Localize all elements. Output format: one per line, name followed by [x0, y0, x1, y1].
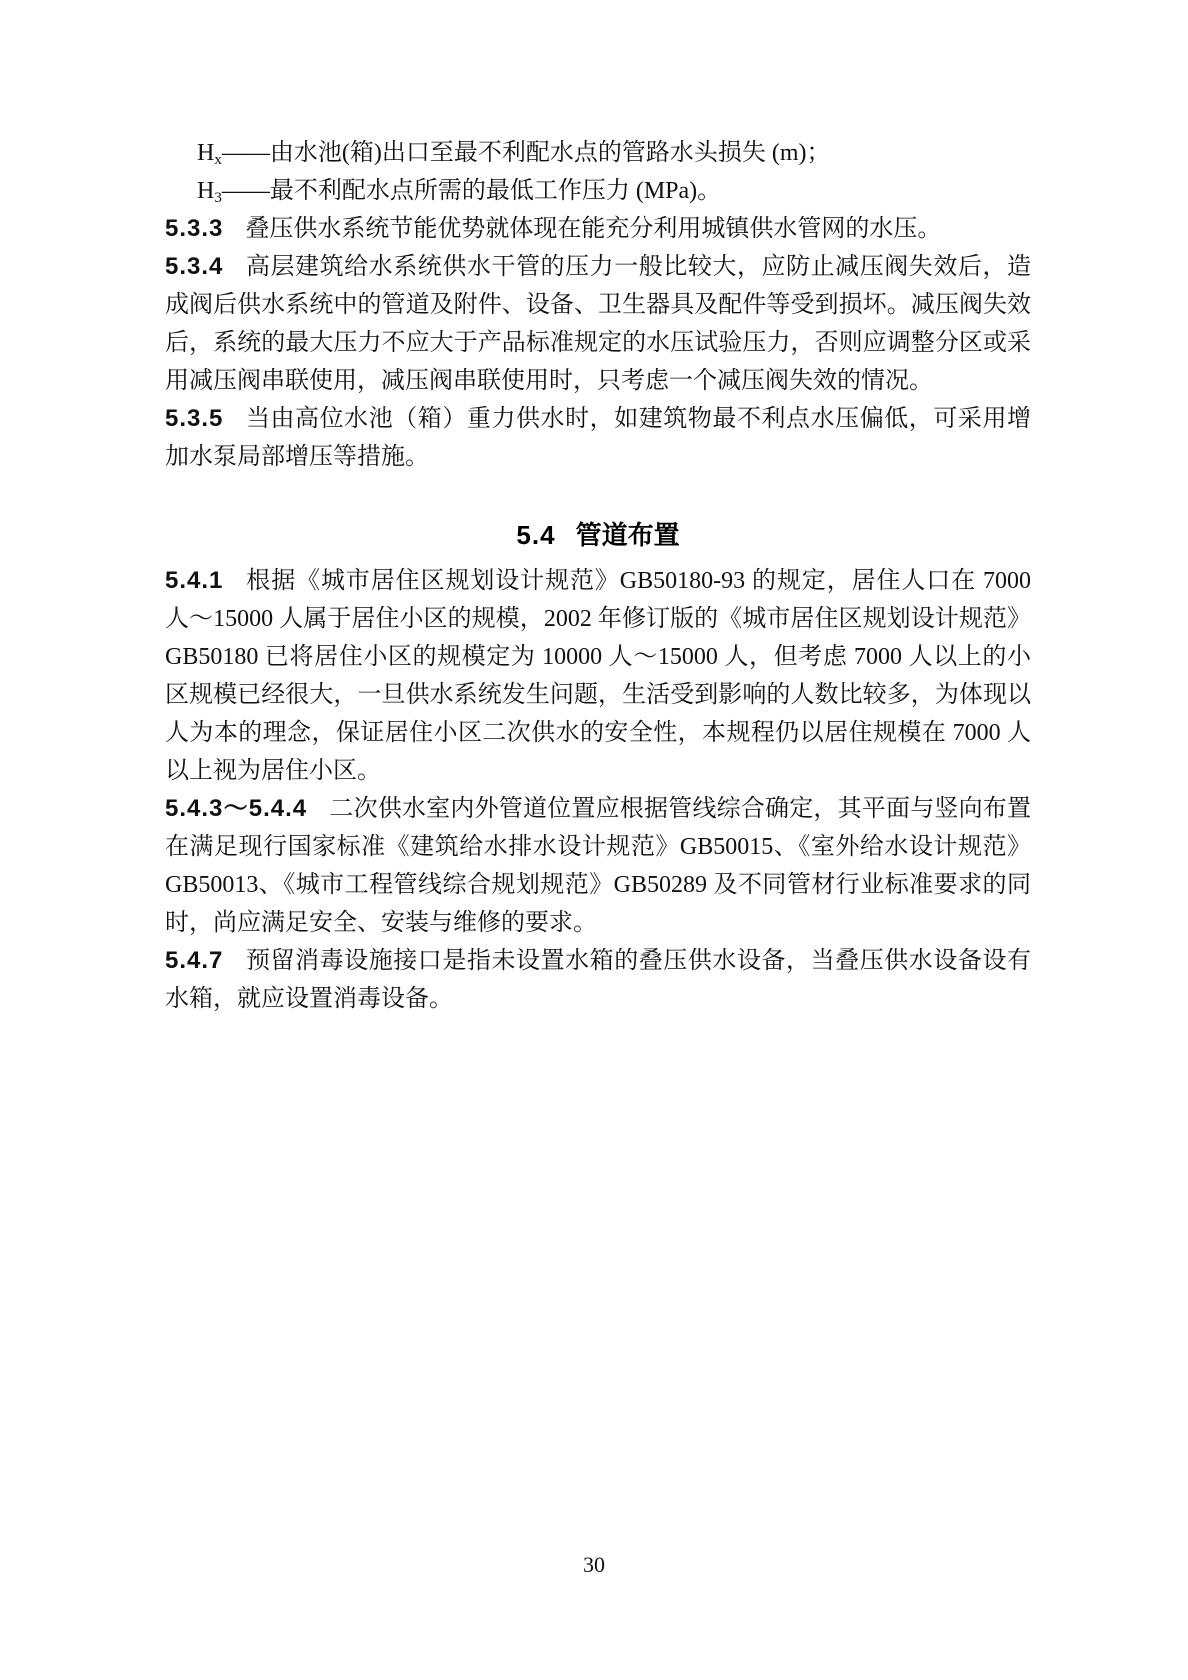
definition-line-hx: [165, 134, 1031, 172]
clause-5-3-3: [165, 210, 1031, 248]
page-number: 30: [583, 1552, 605, 1577]
section-heading-number: 5.4: [516, 520, 556, 550]
clause-5-4-3-to-5-4-4: [165, 790, 1031, 942]
clause-number: 5.3.4: [165, 253, 224, 280]
clause-text: 二次供水室内外管道位置应根据管线综合确定，其平面与竖向布置在满足现行国家标准《建筑给水排水设计规范》GB50015、《室外给水设计规范》GB50013、《城市工程管线综合规划规范》GB50289 及不同管材行业标准要求的同时，尚应满足安全、安装与维修的要求。: [165, 796, 1032, 936]
clause-number: 5.3.5: [165, 405, 224, 432]
symbol-subscript: x: [214, 152, 222, 168]
symbol-base: H: [197, 178, 215, 204]
clause-text: 高层建筑给水系统供水干管的压力一般比较大，应防止减压阀失效后，造成阀后供水系统中的管道及附件、设备、卫生器具及配件等受到损坏。减压阀失效后，系统的最大压力不应大于产品标准规定的水压试验压力，否则应调整分区或采用减压阀串联使用，减压阀串联使用时，只考虑一个减压阀失效的情况。: [165, 254, 1031, 394]
clause-5-3-5: [165, 400, 1031, 476]
section-heading: [165, 516, 1031, 554]
clause-text: 预留消毒设施接口是指未设置水箱的叠压供水设备，当叠压供水设备设有水箱，就应设置消毒设备。: [165, 948, 1031, 1012]
clause-number: 5.4.3～5.4.4: [165, 795, 308, 822]
clause-number: 5.3.3: [165, 215, 224, 242]
clause-5-4-1: [165, 562, 1031, 790]
definition-line-h3: [165, 172, 1031, 210]
clause-5-4-7: [165, 942, 1031, 1018]
page-content: [165, 134, 1031, 1018]
clause-text: 叠压供水系统节能优势就体现在能充分利用城镇供水管网的水压。: [245, 216, 942, 242]
symbol-subscript: 3: [214, 190, 222, 206]
definition-text: ——由水池(箱)出口至最不利配水点的管路水头损失 (m)；: [221, 140, 831, 166]
symbol-base: H: [197, 140, 215, 166]
clause-text: 当由高位水池（箱）重力供水时，如建筑物最不利点水压偏低，可采用增加水泵局部增压等措施。: [165, 406, 1031, 470]
clause-5-3-4: [165, 248, 1031, 400]
definition-text: ——最不利配水点所需的最低工作压力 (MPa)。: [221, 178, 722, 204]
clause-text: 根据《城市居住区规划设计规范》GB50180-93 的规定，居住人口在 7000 人～15000 人属于居住小区的规模，2002 年修订版的《城市居住区规划设计规范》GB50180 已将居住小区的规模定为 10000 人～15000 人，但考虑 7000 人以上的小区规模已经很大，一旦供水系统发生问题，生活受到影响的人数比较多，为体现以人为本的理念，保证居住小区二次供水的安全性，本规程仍以居住规模在 7000 人以上视为居住小区。: [165, 568, 1031, 784]
clause-number: 5.4.7: [165, 947, 224, 974]
section-heading-title: 管道布置: [575, 520, 680, 550]
clause-number: 5.4.1: [165, 567, 224, 594]
